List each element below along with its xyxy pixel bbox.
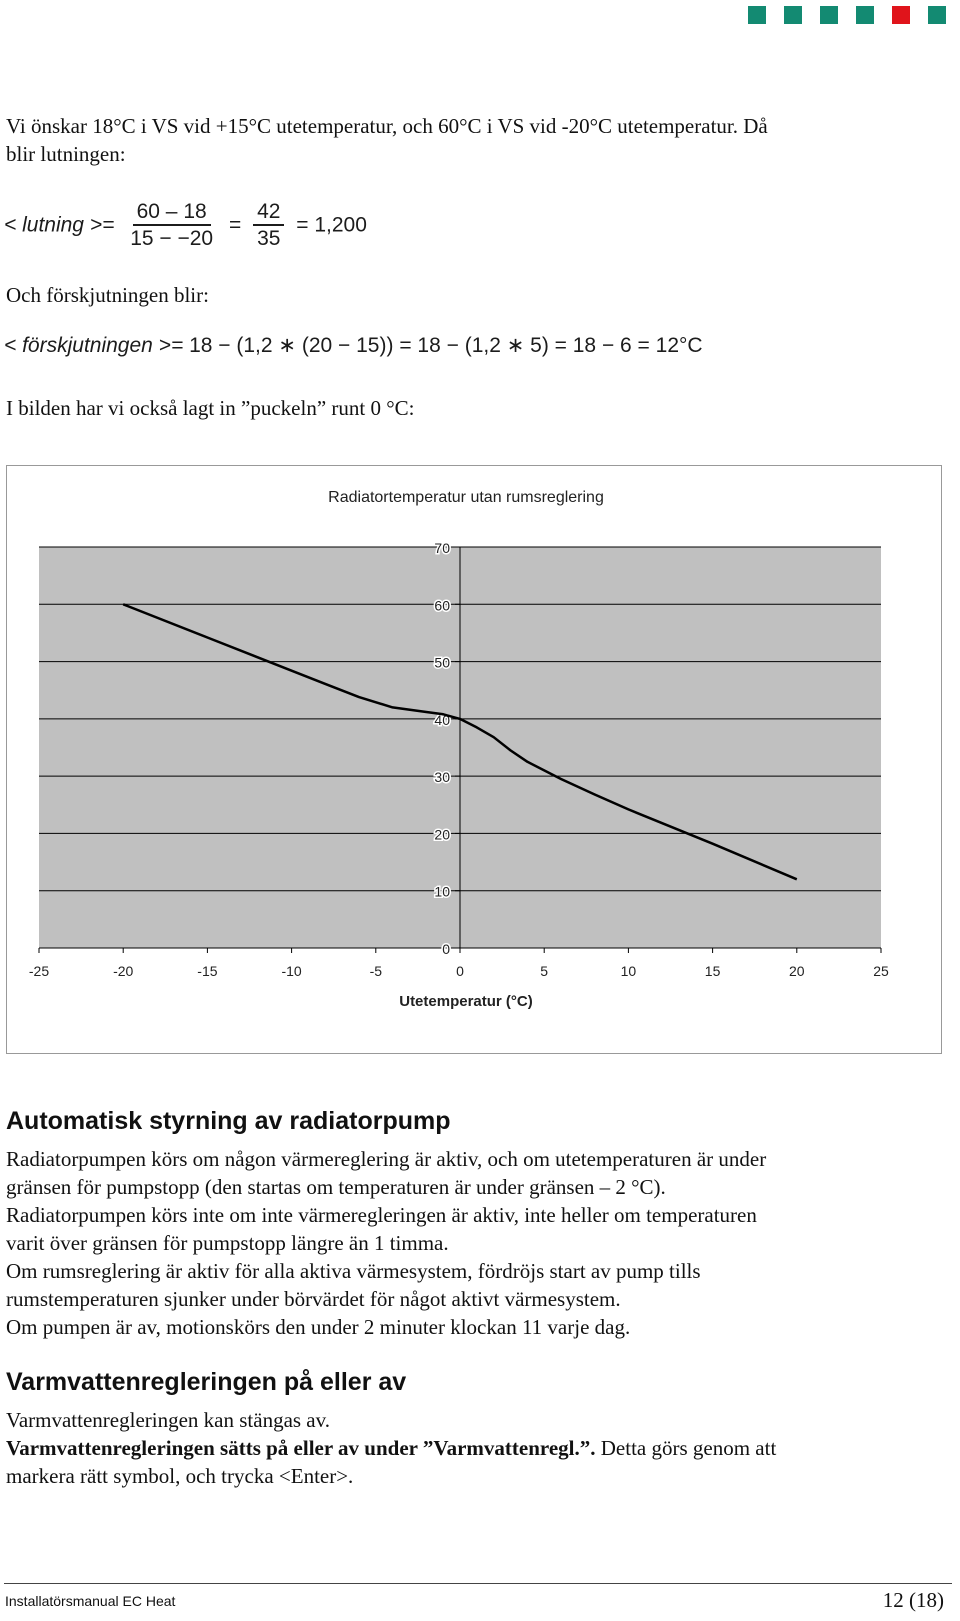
instruction-rest: Detta görs genom att xyxy=(595,1436,777,1460)
fraction-1 xyxy=(126,200,217,252)
y-tick-label: 70 xyxy=(434,540,450,556)
x-tick-label: -20 xyxy=(113,963,134,979)
y-tick-label: 0 xyxy=(442,941,450,957)
y-tick-label: 10 xyxy=(434,883,450,900)
formula-lhs: < förskjutningen >= xyxy=(4,334,184,357)
fraction-denominator: 35 xyxy=(257,227,281,250)
x-tick-label: 20 xyxy=(789,963,805,979)
formula-part: = 18 − (1,2 ∗ 5) = 18 − 6 = 12°C xyxy=(399,334,703,357)
radiator-temperature-chart xyxy=(7,466,941,1053)
y-tick-label: 30 xyxy=(434,769,450,786)
fraction-denominator: 15 − −20 xyxy=(130,227,214,250)
x-tick-label: 0 xyxy=(456,963,464,979)
formula-slope xyxy=(4,200,367,252)
x-tick-label: 25 xyxy=(873,963,889,979)
fraction-2 xyxy=(253,200,284,252)
y-tick-label: 50 xyxy=(434,654,450,671)
paragraph-line: rumstemperaturen sjunker under börvärdet för något aktivt värmesystem. xyxy=(6,1287,621,1311)
decor-square xyxy=(892,6,910,24)
x-axis-label: Utetemperatur (°C) xyxy=(399,993,533,1010)
formula-offset xyxy=(4,333,703,358)
chart-title: Radiatortemperatur utan rumsreglering xyxy=(328,489,604,506)
decor-square xyxy=(784,6,802,24)
paragraph-line xyxy=(6,1434,776,1462)
hump-intro: I bilden har vi också lagt in ”puckeln” runt 0 °C: xyxy=(6,396,415,420)
footer-document-title: Installatörsmanual EC Heat xyxy=(5,1593,176,1609)
formula-equals: = xyxy=(228,213,242,237)
section-heading-radiator-pump: Automatisk styrning av radiatorpump xyxy=(6,1107,451,1135)
fraction-numerator: 42 xyxy=(253,200,284,226)
x-tick-label: -5 xyxy=(369,963,383,979)
paragraph-line: Om pumpen är av, motionskörs den under 2 minuter klockan 11 varje dag. xyxy=(6,1315,631,1339)
intro-line-2: blir lutningen: xyxy=(6,142,126,166)
section-heading-hot-water: Varmvattenregleringen på eller av xyxy=(6,1368,407,1396)
paragraph-line: Radiatorpumpen körs inte om inte värmeregleringen är aktiv, inte heller om temperaturen xyxy=(6,1203,757,1227)
paragraph-line: Varmvattenregleringen kan stängas av. xyxy=(6,1408,331,1432)
paragraph-line: varit över gränsen för pumpstopp längre än 1 timma. xyxy=(6,1231,449,1255)
formula-result: = 1,200 xyxy=(296,213,367,237)
footer-divider xyxy=(4,1583,952,1584)
decor-square xyxy=(820,6,838,24)
x-tick-label: 5 xyxy=(540,963,549,979)
paragraph-line: markera rätt symbol, och trycka <Enter>. xyxy=(6,1464,354,1488)
bold-instruction: Varmvattenregleringen sätts på eller av under ”Varmvattenregl.”. xyxy=(6,1436,596,1460)
offset-intro: Och förskjutningen blir: xyxy=(6,283,209,307)
x-tick-label: 10 xyxy=(620,963,637,979)
formula-lhs: < lutning >= xyxy=(4,213,115,237)
y-tick-label: 40 xyxy=(434,711,450,728)
footer-page-number: 12 (18) xyxy=(882,1588,944,1612)
paragraph-line: Radiatorpumpen körs om någon värmereglering är aktiv, och om utetemperaturen är under xyxy=(6,1147,767,1171)
paragraph-line: gränsen för pumpstopp (den startas om temperaturen är under gränsen – 2 °C). xyxy=(6,1175,666,1199)
x-tick-label: -15 xyxy=(197,963,218,979)
fraction-numerator: 60 – 18 xyxy=(133,200,211,226)
x-tick-label: 15 xyxy=(704,963,721,979)
decor-square xyxy=(856,6,874,24)
chart-frame xyxy=(6,465,942,1054)
header-decoration xyxy=(748,6,946,24)
decor-square xyxy=(748,6,766,24)
x-tick-label: -10 xyxy=(281,963,302,979)
formula-part: (1,2 ∗ (20 − 15)) xyxy=(236,334,394,357)
decor-square xyxy=(928,6,946,24)
formula-part: 18 − xyxy=(189,334,231,357)
intro-line-1: Vi önskar 18°C i VS vid +15°C utetemperatur, och 60°C i VS vid -20°C utetemperatur. Då xyxy=(6,114,768,138)
y-tick-label: 60 xyxy=(434,597,450,614)
y-tick-label: 20 xyxy=(434,826,450,843)
paragraph-line: Om rumsreglering är aktiv för alla aktiva värmesystem, fördröjs start av pump tills xyxy=(6,1259,701,1283)
x-tick-label: -25 xyxy=(28,963,50,979)
